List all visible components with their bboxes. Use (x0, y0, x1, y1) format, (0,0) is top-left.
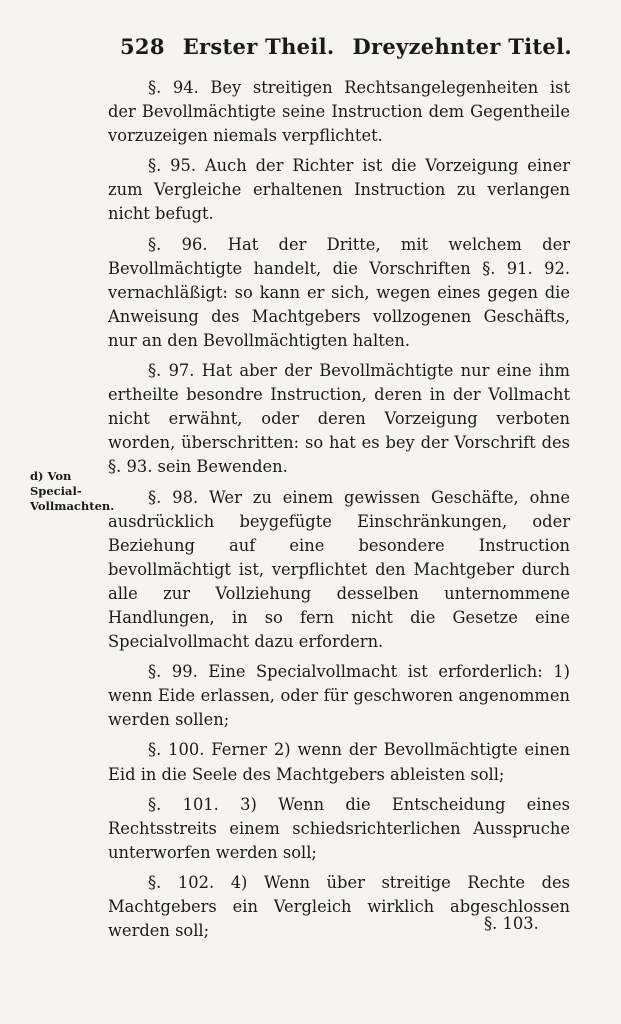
paragraph-97: §. 97. Hat aber der Bevollmächtigte nur eine ihm ertheilte besondre Instruction, deren in der Vollmacht nicht erwähnt, oder deren Vorzeigung verboten worden, überschritten: so hat es bey der Vorschrift des §. 93. sein Bewenden. (108, 361, 570, 477)
section-title: Dreyzehnter Titel. (352, 34, 572, 59)
paragraph-101: §. 101. 3) Wenn die Entscheidung eines Rechtsstreits einem schiedsrichterlichen Ausspruche unterworfen werden soll; (108, 794, 570, 862)
part-title: Erster Theil. (182, 34, 335, 59)
body-text (108, 76, 570, 943)
paragraph-95: §. 95. Auch der Richter ist die Vorzeigung einer zum Vergleiche erhaltenen Instruction zu verlangen nicht befugt. (108, 156, 570, 224)
page-header (120, 34, 572, 59)
paragraph-99: §. 99. Eine Specialvollmacht ist erforderlich: 1) wenn Eide erlassen, oder für geschworen angenommen werden sollen; (108, 662, 570, 730)
page-number: 528 (120, 34, 165, 59)
paragraph-102: §. 102. 4) Wenn über streitige Rechte des Machtgebers ein Vergleich wirklich abgeschlossen werden soll; (108, 872, 570, 941)
paragraph-94: §. 94. Bey streitigen Rechtsangelegenheiten ist der Bevollmächtigte seine Instruction dem Gegentheile vorzuzeigen niemals verpflichtet. (108, 78, 570, 146)
paragraph-96: §. 96. Hat der Dritte, mit welchem der Bevollmächtigte handelt, die Vorschriften §. 91. 92. vernachläßigt: so kann er sich, wegen eines gegen die Anweisung des Machtgebers vollzogenen Geschäfts, nur an den Bevollmächtigten halten. (108, 234, 570, 350)
catchword: §. 103. (484, 914, 539, 933)
paragraph-98: §. 98. Wer zu einem gewissen Geschäfte, ohne ausdrücklich beygefügte Einschränkungen, oder Beziehung auf eine besondere Instruction bevollmächtigt ist, verpflichtet den Machtgeber durch alle zur Vollziehung desselben unternommene Handlungen, in so fern nicht die Gesetze eine Specialvollmacht dazu erfordern. (108, 487, 570, 652)
margin-note: d) Von Special-Vollmachten. (30, 469, 115, 513)
paragraph-100: §. 100. Ferner 2) wenn der Bevollmächtigte einen Eid in die Seele des Machtgebers ableisten soll; (108, 740, 570, 784)
